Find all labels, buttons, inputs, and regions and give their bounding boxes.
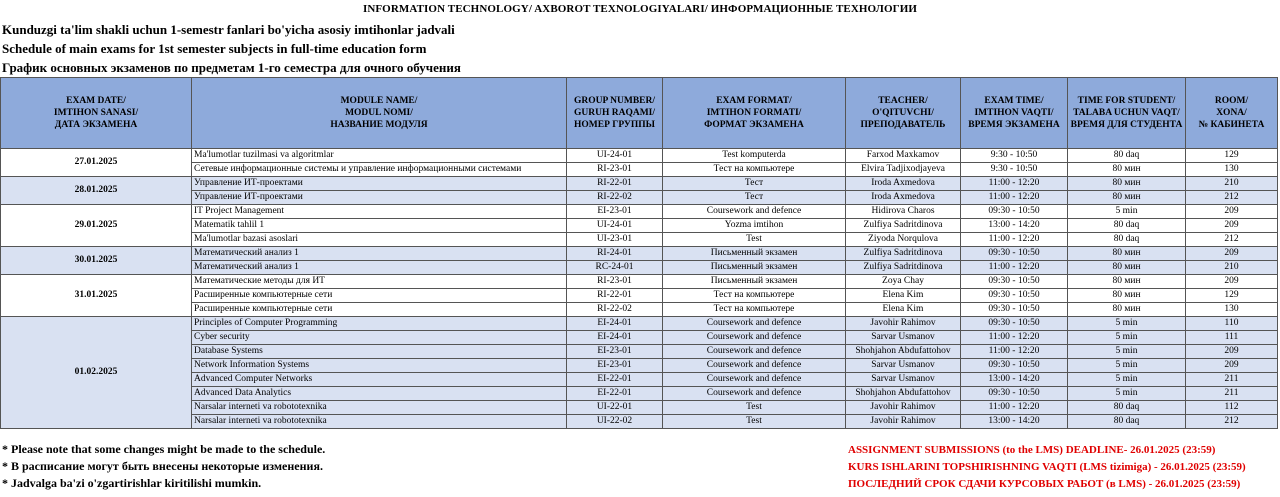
note-ru: * В расписание могут быть внесены некоторые изменения. bbox=[2, 459, 323, 473]
teacher-cell: Ziyoda Norqulova bbox=[846, 233, 961, 247]
module-name-cell: Математический анализ 1 bbox=[192, 247, 567, 261]
module-name-cell: Математические методы для ИТ bbox=[192, 275, 567, 289]
table-row bbox=[1, 289, 1278, 303]
exam-date-cell: 27.01.2025 bbox=[1, 149, 192, 177]
subtitle-en: Schedule of main exams for 1st semester subjects in full-time education form bbox=[2, 41, 427, 56]
exam-format-cell: Тест bbox=[663, 191, 846, 205]
teacher-cell: Hidirova Charos bbox=[846, 205, 961, 219]
exam-format-cell: Test bbox=[663, 415, 846, 429]
exam-time-cell: 09:30 - 10:50 bbox=[961, 275, 1068, 289]
exam-time-cell: 09:30 - 10:50 bbox=[961, 205, 1068, 219]
module-name-cell: Network Information Systems bbox=[192, 359, 567, 373]
room-cell: 212 bbox=[1186, 415, 1278, 429]
room-cell: 129 bbox=[1186, 149, 1278, 163]
module-name-cell: Principles of Computer Programming bbox=[192, 317, 567, 331]
module-name-cell: Cyber security bbox=[192, 331, 567, 345]
module-name-cell: Расширенные компьютерные сети bbox=[192, 303, 567, 317]
room-cell: 209 bbox=[1186, 205, 1278, 219]
table-row bbox=[1, 261, 1278, 275]
exam-format-cell: Письменный экзамен bbox=[663, 247, 846, 261]
exam-date-cell: 29.01.2025 bbox=[1, 205, 192, 247]
room-cell: 209 bbox=[1186, 247, 1278, 261]
time-for-student-cell: 80 мин bbox=[1068, 261, 1186, 275]
table-row bbox=[1, 275, 1278, 289]
module-name-cell: Narsalar interneti va robototexnika bbox=[192, 401, 567, 415]
module-name-cell: IT Project Management bbox=[192, 205, 567, 219]
exam-format-cell: Тест на компьютере bbox=[663, 163, 846, 177]
exam-date-cell: 01.02.2025 bbox=[1, 317, 192, 429]
teacher-cell: Zulfiya Sadritdinova bbox=[846, 219, 961, 233]
group-number-cell: EI-24-01 bbox=[567, 317, 663, 331]
exam-time-cell: 11:00 - 12:20 bbox=[961, 177, 1068, 191]
group-number-cell: EI-23-01 bbox=[567, 359, 663, 373]
table-row bbox=[1, 205, 1278, 219]
group-number-cell: UI-24-01 bbox=[567, 219, 663, 233]
room-cell: 130 bbox=[1186, 163, 1278, 177]
exam-time-cell: 13:00 - 14:20 bbox=[961, 415, 1068, 429]
teacher-cell: Elena Kim bbox=[846, 303, 961, 317]
room-cell: 130 bbox=[1186, 303, 1278, 317]
table-row bbox=[1, 331, 1278, 345]
time-for-student-cell: 5 min bbox=[1068, 205, 1186, 219]
group-number-cell: EI-23-01 bbox=[567, 345, 663, 359]
exam-format-cell: Coursework and defence bbox=[663, 317, 846, 331]
room-cell: 211 bbox=[1186, 373, 1278, 387]
time-for-student-cell: 5 min bbox=[1068, 317, 1186, 331]
room-cell: 209 bbox=[1186, 219, 1278, 233]
exam-time-cell: 09:30 - 10:50 bbox=[961, 359, 1068, 373]
exam-format-cell: Coursework and defence bbox=[663, 359, 846, 373]
time-for-student-cell: 80 daq bbox=[1068, 401, 1186, 415]
exam-format-cell: Test bbox=[663, 233, 846, 247]
group-number-cell: EI-23-01 bbox=[567, 205, 663, 219]
group-number-cell: UI-24-01 bbox=[567, 149, 663, 163]
table-row bbox=[1, 149, 1278, 163]
page-title: INFORMATION TECHNOLOGY/ AXBOROT TEXNOLOGIYALARI/ ИНФОРМАЦИОННЫЕ ТЕХНОЛОГИИ bbox=[362, 3, 918, 15]
time-for-student-cell: 80 мин bbox=[1068, 247, 1186, 261]
teacher-cell: Farxod Maxkamov bbox=[846, 149, 961, 163]
teacher-cell: Sarvar Usmanov bbox=[846, 373, 961, 387]
exam-time-cell: 11:00 - 12:20 bbox=[961, 191, 1068, 205]
table-row bbox=[1, 247, 1278, 261]
table-row bbox=[1, 303, 1278, 317]
group-number-cell: RI-23-01 bbox=[567, 275, 663, 289]
group-number-cell: UI-22-02 bbox=[567, 415, 663, 429]
exam-format-cell: Coursework and defence bbox=[663, 331, 846, 345]
header-room: ROOM/ XONA/ № КАБИНЕТА bbox=[1186, 78, 1278, 149]
module-name-cell: Математический анализ 1 bbox=[192, 261, 567, 275]
exam-date-cell: 28.01.2025 bbox=[1, 177, 192, 205]
exam-format-cell: Письменный экзамен bbox=[663, 275, 846, 289]
teacher-cell: Sarvar Usmanov bbox=[846, 331, 961, 345]
exam-time-cell: 9:30 - 10:50 bbox=[961, 163, 1068, 177]
room-cell: 112 bbox=[1186, 401, 1278, 415]
teacher-cell: Javohir Rahimov bbox=[846, 415, 961, 429]
table-row bbox=[1, 233, 1278, 247]
exam-format-cell: Coursework and defence bbox=[663, 205, 846, 219]
exam-time-cell: 09:30 - 10:50 bbox=[961, 247, 1068, 261]
group-number-cell: UI-23-01 bbox=[567, 233, 663, 247]
header-group-number: GROUP NUMBER/ GURUH RAQAMI/ НОМЕР ГРУППЫ bbox=[567, 78, 663, 149]
exam-time-cell: 09:30 - 10:50 bbox=[961, 317, 1068, 331]
exam-time-cell: 13:00 - 14:20 bbox=[961, 373, 1068, 387]
room-cell: 110 bbox=[1186, 317, 1278, 331]
time-for-student-cell: 5 min bbox=[1068, 359, 1186, 373]
time-for-student-cell: 80 daq bbox=[1068, 149, 1186, 163]
deadline-uz: KURS ISHLARINI TOPSHIRISHNING VAQTI (LMS tizimiga) - 26.01.2025 (23:59) bbox=[848, 461, 1246, 473]
teacher-cell: Zulfiya Sadritdinova bbox=[846, 247, 961, 261]
subtitle-ru: График основных экзаменов по предметам 1-го семестра для очного обучения bbox=[2, 60, 461, 75]
room-cell: 212 bbox=[1186, 233, 1278, 247]
exam-format-cell: Тест на компьютере bbox=[663, 289, 846, 303]
teacher-cell: Shohjahon Abdufattohov bbox=[846, 345, 961, 359]
exam-time-cell: 09:30 - 10:50 bbox=[961, 387, 1068, 401]
header-teacher: TEACHER/ O'QITUVCHI/ ПРЕПОДАВАТЕЛЬ bbox=[846, 78, 961, 149]
deadline-ru: ПОСЛЕДНИЙ СРОК СДАЧИ КУРСОВЫХ РАБОТ (в LMS) - 26.01.2025 (23:59) bbox=[848, 478, 1241, 490]
exam-date-cell: 30.01.2025 bbox=[1, 247, 192, 275]
group-number-cell: EI-22-01 bbox=[567, 373, 663, 387]
module-name-cell: Advanced Computer Networks bbox=[192, 373, 567, 387]
time-for-student-cell: 80 daq bbox=[1068, 415, 1186, 429]
teacher-cell: Sarvar Usmanov bbox=[846, 359, 961, 373]
time-for-student-cell: 80 мин bbox=[1068, 177, 1186, 191]
table-row bbox=[1, 163, 1278, 177]
room-cell: 111 bbox=[1186, 331, 1278, 345]
note-uz: * Jadvalga ba'zi o'zgartirishlar kiritilishi mumkin. bbox=[2, 476, 262, 490]
room-cell: 209 bbox=[1186, 275, 1278, 289]
module-name-cell: Advanced Data Analytics bbox=[192, 387, 567, 401]
header-exam-format: EXAM FORMAT/ IMTIHON FORMATI/ ФОРМАТ ЭКЗАМЕНА bbox=[663, 78, 846, 149]
time-for-student-cell: 5 min bbox=[1068, 387, 1186, 401]
group-number-cell: RC-24-01 bbox=[567, 261, 663, 275]
exam-time-cell: 09:30 - 10:50 bbox=[961, 303, 1068, 317]
exam-time-cell: 9:30 - 10:50 bbox=[961, 149, 1068, 163]
time-for-student-cell: 80 мин bbox=[1068, 163, 1186, 177]
module-name-cell: Database Systems bbox=[192, 345, 567, 359]
teacher-cell: Iroda Axmedova bbox=[846, 191, 961, 205]
note-en: * Please note that some changes might be made to the schedule. bbox=[2, 442, 326, 456]
exam-time-cell: 13:00 - 14:20 bbox=[961, 219, 1068, 233]
teacher-cell: Elena Kim bbox=[846, 289, 961, 303]
table-row bbox=[1, 219, 1278, 233]
room-cell: 209 bbox=[1186, 359, 1278, 373]
group-number-cell: EI-24-01 bbox=[567, 331, 663, 345]
group-number-cell: EI-22-01 bbox=[567, 387, 663, 401]
group-number-cell: RI-24-01 bbox=[567, 247, 663, 261]
room-cell: 210 bbox=[1186, 261, 1278, 275]
teacher-cell: Javohir Rahimov bbox=[846, 401, 961, 415]
exam-time-cell: 11:00 - 12:20 bbox=[961, 331, 1068, 345]
module-name-cell: Ma'lumotlar tuzilmasi va algoritmlar bbox=[192, 149, 567, 163]
time-for-student-cell: 80 мин bbox=[1068, 275, 1186, 289]
subtitle-uz: Kunduzgi ta'lim shakli uchun 1-semestr fanlari bo'yicha asosiy imtihonlar jadvali bbox=[2, 22, 455, 37]
exam-schedule-table bbox=[0, 77, 1278, 429]
table-row bbox=[1, 387, 1278, 401]
exam-format-cell: Coursework and defence bbox=[663, 387, 846, 401]
time-for-student-cell: 80 daq bbox=[1068, 219, 1186, 233]
teacher-cell: Zoya Chay bbox=[846, 275, 961, 289]
exam-time-cell: 09:30 - 10:50 bbox=[961, 289, 1068, 303]
time-for-student-cell: 5 min bbox=[1068, 331, 1186, 345]
teacher-cell: Javohir Rahimov bbox=[846, 317, 961, 331]
group-number-cell: RI-22-01 bbox=[567, 289, 663, 303]
module-name-cell: Matematik tahlil 1 bbox=[192, 219, 567, 233]
header-exam-date: EXAM DATE/ IMTIHON SANASI/ ДАТА ЭКЗАМЕНА bbox=[1, 78, 192, 149]
schedule-body bbox=[1, 149, 1278, 429]
module-name-cell: Narsalar interneti va robototexnika bbox=[192, 415, 567, 429]
module-name-cell: Расширенные компьютерные сети bbox=[192, 289, 567, 303]
teacher-cell: Shohjahon Abdufattohov bbox=[846, 387, 961, 401]
room-cell: 129 bbox=[1186, 289, 1278, 303]
module-name-cell: Сетевые информационные системы и управление информационными системами bbox=[192, 163, 567, 177]
group-number-cell: RI-22-01 bbox=[567, 177, 663, 191]
time-for-student-cell: 80 daq bbox=[1068, 233, 1186, 247]
teacher-cell: Iroda Axmedova bbox=[846, 177, 961, 191]
table-row bbox=[1, 317, 1278, 331]
module-name-cell: Управление ИТ-проектами bbox=[192, 177, 567, 191]
room-cell: 210 bbox=[1186, 177, 1278, 191]
room-cell: 212 bbox=[1186, 191, 1278, 205]
table-row bbox=[1, 191, 1278, 205]
group-number-cell: RI-23-01 bbox=[567, 163, 663, 177]
room-cell: 209 bbox=[1186, 345, 1278, 359]
time-for-student-cell: 80 мин bbox=[1068, 289, 1186, 303]
exam-format-cell: Тест на компьютере bbox=[663, 303, 846, 317]
table-header-row bbox=[1, 78, 1278, 149]
exam-format-cell: Coursework and defence bbox=[663, 345, 846, 359]
exam-format-cell: Письменный экзамен bbox=[663, 261, 846, 275]
module-name-cell: Управление ИТ-проектами bbox=[192, 191, 567, 205]
group-number-cell: UI-22-01 bbox=[567, 401, 663, 415]
header-exam-time: EXAM TIME/ IMTIHON VAQTI/ ВРЕМЯ ЭКЗАМЕНА bbox=[961, 78, 1068, 149]
header-module-name: MODULE NAME/ MODUL NOMI/ НАЗВАНИЕ МОДУЛЯ bbox=[192, 78, 567, 149]
exam-time-cell: 11:00 - 12:20 bbox=[961, 233, 1068, 247]
exam-date-cell: 31.01.2025 bbox=[1, 275, 192, 317]
room-cell: 211 bbox=[1186, 387, 1278, 401]
exam-time-cell: 11:00 - 12:20 bbox=[961, 261, 1068, 275]
exam-format-cell: Yozma imtihon bbox=[663, 219, 846, 233]
header-time-for-student: TIME FOR STUDENT/ TALABA UCHUN VAQT/ ВРЕМЯ ДЛЯ СТУДЕНТА bbox=[1068, 78, 1186, 149]
table-row bbox=[1, 415, 1278, 429]
time-for-student-cell: 5 min bbox=[1068, 345, 1186, 359]
table-row bbox=[1, 359, 1278, 373]
exam-time-cell: 11:00 - 12:20 bbox=[961, 345, 1068, 359]
teacher-cell: Zulfiya Sadritdinova bbox=[846, 261, 961, 275]
group-number-cell: RI-22-02 bbox=[567, 303, 663, 317]
table-row bbox=[1, 345, 1278, 359]
table-row bbox=[1, 401, 1278, 415]
time-for-student-cell: 80 мин bbox=[1068, 191, 1186, 205]
time-for-student-cell: 80 мин bbox=[1068, 303, 1186, 317]
exam-format-cell: Тест bbox=[663, 177, 846, 191]
exam-format-cell: Test bbox=[663, 401, 846, 415]
group-number-cell: RI-22-02 bbox=[567, 191, 663, 205]
deadline-en: ASSIGNMENT SUBMISSIONS (to the LMS) DEADLINE- 26.01.2025 (23:59) bbox=[848, 444, 1216, 456]
exam-format-cell: Coursework and defence bbox=[663, 373, 846, 387]
exam-time-cell: 11:00 - 12:20 bbox=[961, 401, 1068, 415]
exam-format-cell: Test komputerda bbox=[663, 149, 846, 163]
table-row bbox=[1, 373, 1278, 387]
time-for-student-cell: 5 min bbox=[1068, 373, 1186, 387]
teacher-cell: Elvira Tadjixodjayeva bbox=[846, 163, 961, 177]
table-row bbox=[1, 177, 1278, 191]
module-name-cell: Ma'lumotlar bazasi asoslari bbox=[192, 233, 567, 247]
